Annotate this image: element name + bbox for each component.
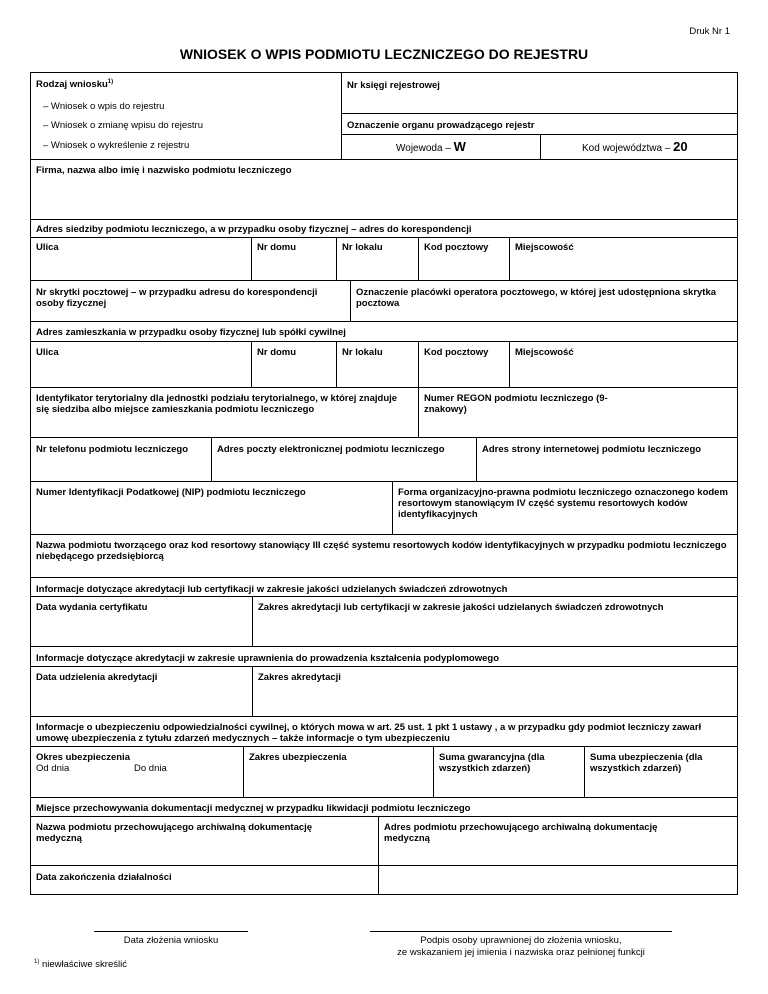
training-title: Informacje dotyczące akredytacji w zakresie uprawnienia do prowadzenia kształcenia podyplomowego [36,653,500,664]
submission-date-label: Data złożenia wniosku [123,935,219,946]
quality-scope-label: Zakres akredytacji lub certyfikacji w zakresie jakości udzielanych świadczeń zdrowotnych [258,602,664,613]
res-house-no-label: Nr domu [257,347,297,358]
res-flat-no-label: Nr lokalu [342,347,383,358]
request-option-change[interactable]: – Wniosek o zmianę wpisu do rejestru [43,120,203,131]
email-label: Adres poczty elektronicznej podmiotu leczniczego [217,444,445,455]
res-street-label: Ulica [36,347,59,358]
guarantee-sum-label: Suma gwarancyjna (dla wszystkich zdarzeń) [439,752,545,774]
request-type-label: Rodzaj wniosku$^{1)}$ [36,79,114,91]
signature-caption-2: ze wskazaniem jej imienia i nazwiska oraz pełnionej funkcji [397,947,645,958]
residence-address-title: Adres zamieszkania w przypadku osoby fizycznej lub spółki cywilnej [36,327,346,338]
teryt-label: Identyfikator terytorialny dla jednostki podziału terytorialnego, w której znajduje się siedziba albo miejsce zamieszkania podmiotu leczniczego [36,393,398,415]
training-date-label: Data udzielenia akredytacji [36,672,158,683]
print-number: Druk Nr 1 [689,26,730,37]
website-label: Adres strony internetowej podmiotu leczniczego [482,444,702,455]
archive-title: Miejsce przechowywania dokumentacji medycznej w przypadku likwidacji podmiotu leczniczego [36,803,471,814]
archive-address-label: Adres podmiotu przechowującego archiwalną dokumentację medyczną [384,822,658,844]
seat-house-no-label: Nr domu [257,242,297,253]
res-city-label: Miejscowość [515,347,574,358]
quality-title: Informacje dotyczące akredytacji lub certyfikacji w zakresie jakości udzielanych świadczeń zdrowotnych [36,584,508,595]
insured-sum-label: Suma ubezpieczenia (dla wszystkich zdarzeń) [590,752,703,774]
training-scope-label: Zakres akredytacji [258,672,341,683]
nip-label: Numer Identyfikacji Podatkowej (NIP) podmiotu leczniczego [36,487,306,498]
seat-street-label: Ulica [36,242,59,253]
entity-name-label: Firma, nazwa albo imię i nazwisko podmiotu leczniczego [36,165,292,176]
end-date-label: Data zakończenia działalności [36,872,172,883]
po-box-label: Nr skrytki pocztowej – w przypadku adresu do korespondencji osoby fizycznej [36,287,318,309]
founder-label: Nazwa podmiotu tworzącego oraz kod resortowy stanowiący III część systemu resortowych kodów identyfikacyjnych w przypadku podmiotu leczniczego niebędącego przedsiębiorcą [36,540,727,562]
archive-name-label: Nazwa podmiotu przechowującego archiwalną dokumentację medyczną [36,822,313,844]
insurance-title: Informacje o ubezpieczeniu odpowiedzialności cywilnej, o których mowa w art. 25 ust. 1 pkt 1 ustawy , a w przypadku gdy podmiot leczniczy zawarł umowę ubezpieczenia z tytułu zdarzeń medycznych – także informacje o tym ubezpieczeniu [36,722,702,744]
signature-line [370,931,672,932]
insurance-period-label: Okres ubezpieczenia [36,752,130,763]
page-title: WNIOSEK O WPIS PODMIOTU LECZNICZEGO DO REJESTRU [179,46,589,62]
seat-postal-code-label: Kod pocztowy [424,242,489,253]
legal-form-label: Forma organizacyjno-prawna podmiotu leczniczego oznaczonego kodem resortowym stanowiącym IV część systemu resortowych kodów identyfikacyjnych [398,487,728,520]
province-code-field: Kod województwa – 20 [582,139,688,154]
quality-date-label: Data wydania certyfikatu [36,602,148,613]
voivode-field: Wojewoda – W [396,139,466,154]
seat-city-label: Miejscowość [515,242,574,253]
regon-label: Numer REGON podmiotu leczniczego (9-znakowy) [424,393,608,415]
insurance-from-label: Od dnia [36,763,70,774]
book-number-label: Nr księgi rejestrowej [347,80,440,91]
seat-flat-no-label: Nr lokalu [342,242,383,253]
res-postal-code-label: Kod pocztowy [424,347,489,358]
insurance-to-label: Do dnia [134,763,167,774]
seat-address-title: Adres siedziby podmiotu leczniczego, a w przypadku osoby fizycznej – adres do korespondencji [36,224,472,235]
request-option-removal[interactable]: – Wniosek o wykreślenie z rejestru [43,140,190,151]
authority-label: Oznaczenie organu prowadzącego rejestr [347,120,535,131]
phone-label: Nr telefonu podmiotu leczniczego [36,444,189,455]
insurance-scope-label: Zakres ubezpieczenia [249,752,347,763]
footnote: $^{1)}$ niewłaściwe skreślić [34,959,127,971]
post-office-label: Oznaczenie placówki operatora pocztowego, w której jest udostępniona skrytka pocztowa [356,287,717,309]
submission-date-line [94,931,248,932]
signature-caption-1: Podpis osoby uprawnionej do złożenia wniosku, [420,935,622,946]
request-option-entry[interactable]: – Wniosek o wpis do rejestru [43,101,165,112]
